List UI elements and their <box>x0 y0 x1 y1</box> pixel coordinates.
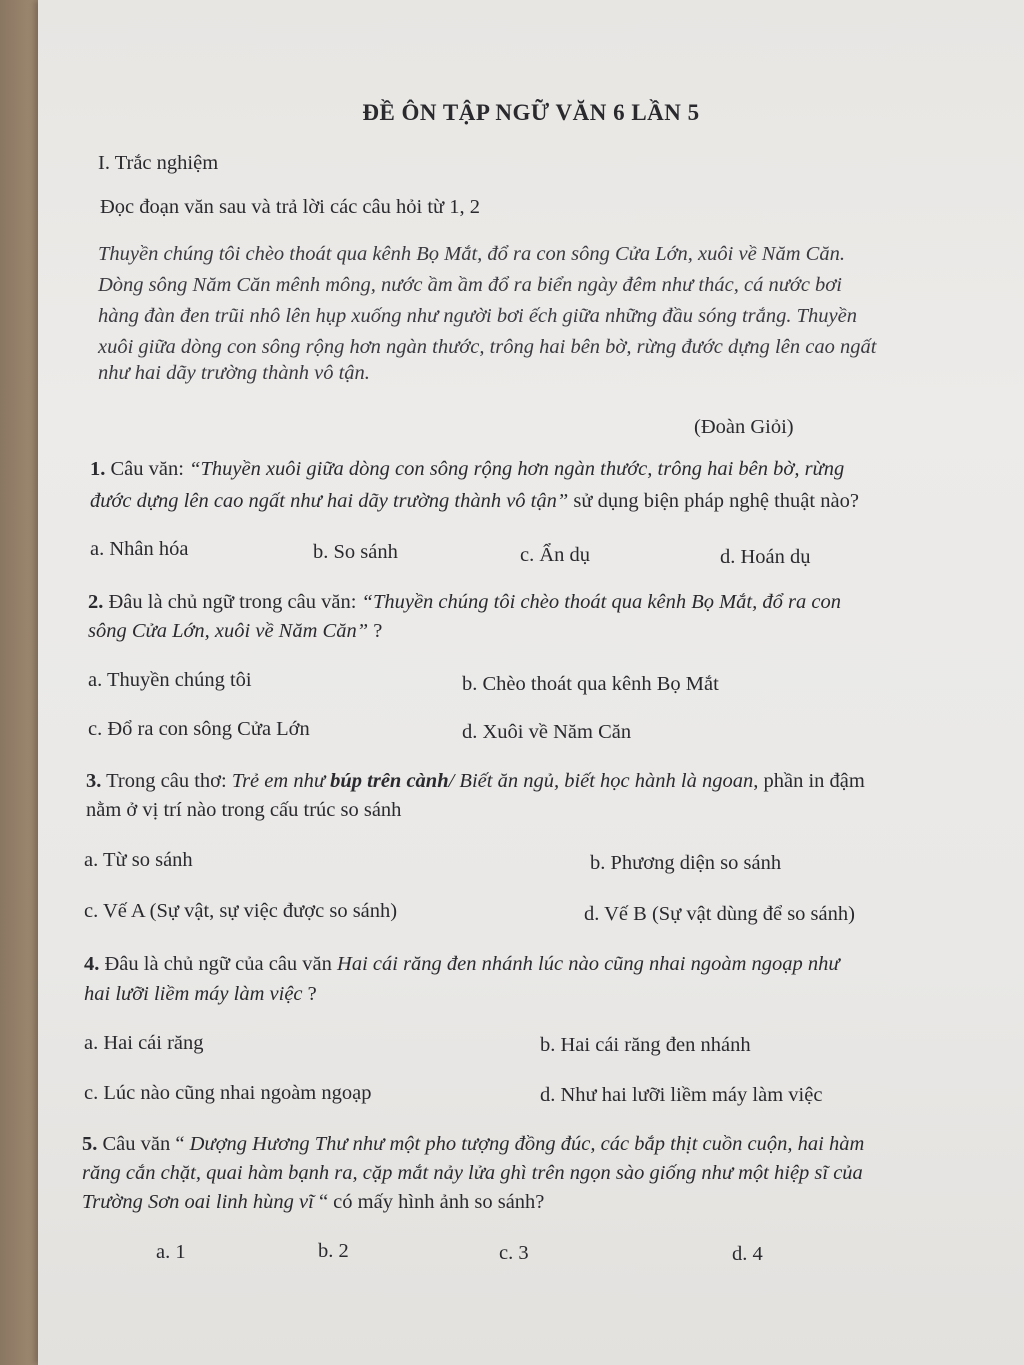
quoted-text: hai lưỡi liềm máy làm việc <box>84 983 303 1005</box>
passage-line: Thuyền chúng tôi chèo thoát qua kênh Bọ Mắt, đổ ra con sông Cửa Lớn, xuôi về Năm Căn. <box>98 243 845 265</box>
option-c[interactable]: c. Lúc nào cũng nhai ngoàm ngoạp <box>84 1082 372 1104</box>
passage-author: (Đoàn Giỏi) <box>694 416 794 438</box>
question-4-line-2 <box>84 983 317 1006</box>
option-d[interactable]: d. Xuôi về Năm Căn <box>462 721 632 743</box>
option-c[interactable]: c. Đổ ra con sông Cửa Lớn <box>88 718 310 740</box>
bold-phrase: búp trên cành <box>330 770 449 792</box>
quoted-text: răng cắn chặt, quai hàm bạnh ra, cặp mắt nảy lửa ghì trên ngọn sào giống như một hiệp sĩ của <box>82 1162 863 1184</box>
option-d[interactable]: d. Vế B (Sự vật dùng để so sánh) <box>584 903 855 925</box>
option-a[interactable]: a. Thuyền chúng tôi <box>88 669 252 691</box>
option-c[interactable]: c. 3 <box>499 1242 529 1264</box>
quoted-text: Dượng Hương Thư như một pho tượng đồng đúc, các bắp thịt cuồn cuộn, hai hàm <box>189 1133 865 1155</box>
question-5-line-2 <box>82 1162 863 1185</box>
quoted-text: đước dựng lên cao ngất như hai dãy trường thành vô tận” <box>90 490 569 512</box>
exam-sheet <box>38 0 1024 1365</box>
question-3-line-2: nằm ở vị trí nào trong cấu trúc so sánh <box>86 799 402 821</box>
question-3-line-1 <box>86 770 865 793</box>
question-4-line-1 <box>84 953 840 976</box>
question-1-line-2 <box>90 490 859 513</box>
option-b[interactable]: b. So sánh <box>313 541 398 563</box>
passage-line: Dòng sông Năm Căn mênh mông, nước ầm ầm đổ ra biển ngày đêm như thác, cá nước bơi <box>98 274 842 296</box>
question-number: 1. <box>90 458 106 480</box>
question-5-line-1 <box>82 1133 864 1156</box>
question-2-line-1 <box>88 591 841 614</box>
quoted-text: Hai cái răng đen nhánh lúc nào cũng nhai ngoàm ngoạp như <box>337 953 840 975</box>
option-a[interactable]: a. Hai cái răng <box>84 1032 204 1054</box>
option-a[interactable]: a. Từ so sánh <box>84 849 193 871</box>
question-5-line-3 <box>82 1191 544 1214</box>
option-d[interactable]: d. Hoán dụ <box>720 546 811 568</box>
question-text: “ có mấy hình ảnh so sánh? <box>313 1191 545 1213</box>
quoted-text: “Thuyền chúng tôi chèo thoát qua kênh Bọ Mắt, đổ ra con <box>361 591 841 613</box>
option-c[interactable]: c. Vế A (Sự vật, sự việc được so sánh) <box>84 900 398 922</box>
quoted-text: Trường Sơn oai linh hùng vĩ <box>82 1191 314 1213</box>
option-a[interactable]: a. Nhân hóa <box>90 538 189 560</box>
quoted-text: “Thuyền xuôi giữa dòng con sông rộng hơn ngàn thước, trông hai bên bờ, rừng <box>189 458 845 480</box>
question-text: Trong câu thơ: <box>101 770 232 792</box>
poem-text: / Biết ăn ngủ, biết học hành là ngoan <box>448 770 754 792</box>
question-text: Đâu là chủ ngữ của câu văn <box>99 953 338 975</box>
question-text: ? <box>302 983 317 1005</box>
option-b[interactable]: b. 2 <box>318 1240 349 1262</box>
option-d[interactable]: d. 4 <box>732 1243 763 1265</box>
question-text: Câu văn: <box>105 458 190 480</box>
question-text: , phần in đậm <box>753 770 865 792</box>
question-1-line-1 <box>90 458 844 481</box>
question-text: ? <box>368 620 383 642</box>
question-number: 5. <box>82 1133 98 1155</box>
page-title: ĐỀ ÔN TẬP NGỮ VĂN 6 LẦN 5 <box>362 100 700 125</box>
passage-line: hàng đàn đen trũi nhô lên hụp xuống như người bơi ếch giữa những đầu sóng trắng. Thuyền <box>98 305 858 327</box>
option-c[interactable]: c. Ẩn dụ <box>520 544 591 566</box>
poem-text: Trẻ em như <box>231 770 331 792</box>
question-text: sử dụng biện pháp nghệ thuật nào? <box>568 490 859 512</box>
option-b[interactable]: b. Hai cái răng đen nhánh <box>540 1034 751 1056</box>
question-number: 4. <box>84 953 100 975</box>
question-number: 3. <box>86 770 102 792</box>
passage-line: như hai dãy trường thành vô tận. <box>98 362 370 384</box>
instruction-text: Đọc đoạn văn sau và trả lời các câu hỏi từ 1, 2 <box>100 196 481 218</box>
quoted-text: sông Cửa Lớn, xuôi về Năm Căn” <box>88 620 369 642</box>
option-d[interactable]: d. Như hai lưỡi liềm máy làm việc <box>540 1084 823 1106</box>
question-number: 2. <box>88 591 104 613</box>
question-text: Đâu là chủ ngữ trong câu văn: <box>103 591 362 613</box>
question-2-line-2 <box>88 620 382 643</box>
option-b[interactable]: b. Chèo thoát qua kênh Bọ Mắt <box>462 673 719 695</box>
question-text: Câu văn “ <box>97 1133 190 1155</box>
option-b[interactable]: b. Phương diện so sánh <box>590 852 782 874</box>
option-a[interactable]: a. 1 <box>156 1241 186 1263</box>
passage-line: xuôi giữa dòng con sông rộng hơn ngàn thước, trông hai bên bờ, rừng đước dựng lên cao ngất <box>98 336 877 358</box>
section-heading: I. Trắc nghiệm <box>98 152 219 174</box>
